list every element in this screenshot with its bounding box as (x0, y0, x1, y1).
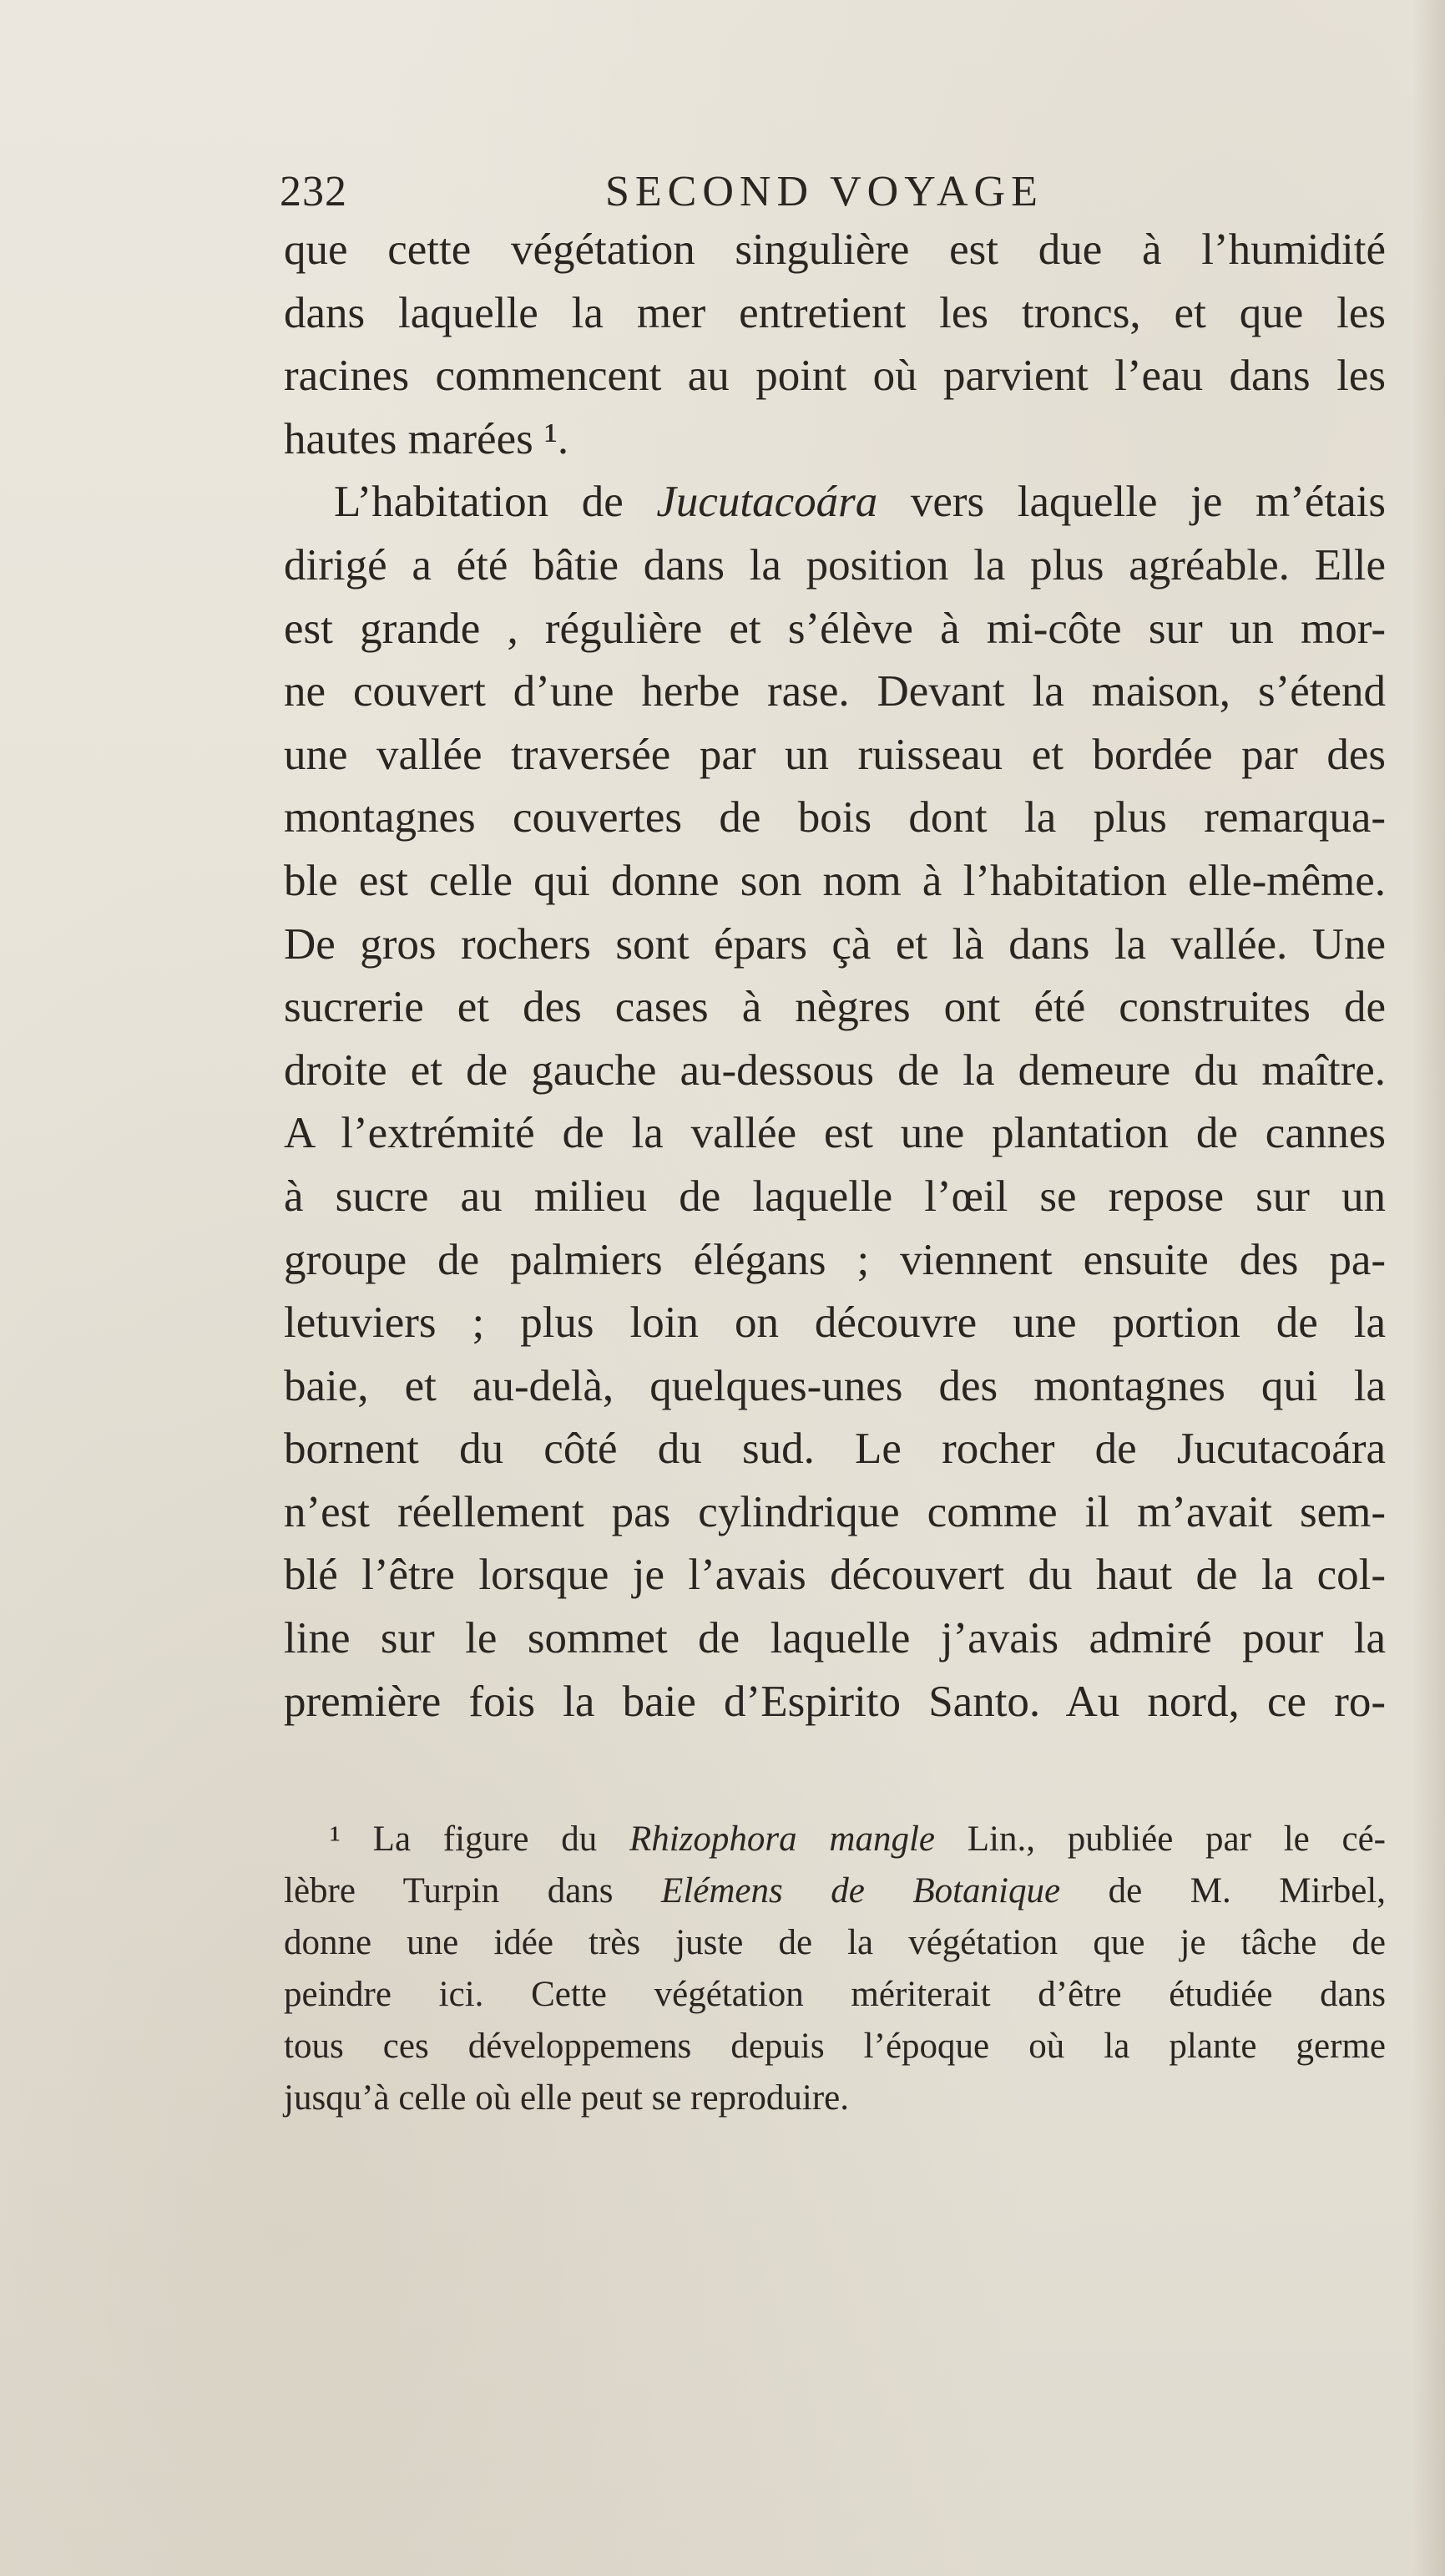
footnote-line (284, 1865, 1386, 1917)
text-line: blé l’être lorsque je l’avais découvert du haut de la col- (284, 1551, 1386, 1600)
text-line: bornent du côté du sud. Le rocher de Jucutacoára (284, 1425, 1386, 1474)
text-span: La figure du (372, 1819, 629, 1859)
species-name-italic: Rhizophora mangle (629, 1819, 935, 1859)
footnote-line: tous ces développemens depuis l’époque où la plante germe (284, 2027, 1386, 2066)
text-line: De gros rochers sont épars çà et là dans la vallée. Une (284, 919, 1386, 969)
text-line: dirigé a été bâtie dans la position la plus agréable. Elle (284, 540, 1386, 590)
text-line: une vallée traversée par un ruisseau et bordée par des (284, 730, 1386, 779)
text-span: lèbre Turpin dans (284, 1871, 662, 1910)
text-line: letuviers ; plus loin on découvre une portion de la (284, 1298, 1386, 1348)
place-name-italic: Jucutacoára (656, 478, 878, 527)
text-line: line sur le sommet de laquelle j’avais admiré pour la (284, 1614, 1386, 1663)
text-line: A l’extrémité de la vallée est une plantation de cannes (284, 1109, 1386, 1158)
page-header (280, 167, 1114, 225)
running-head: SECOND VOYAGE (605, 168, 1043, 215)
text-line: groupe de palmiers élégans ; viennent ensuite des pa- (284, 1235, 1386, 1284)
text-line: n’est réellement pas cylindrique comme il m’avait sem- (284, 1487, 1386, 1536)
text-line: première fois la baie d’Espirito Santo. Au nord, ce ro- (284, 1677, 1386, 1726)
text-line: droite et de gauche au-dessous de la demeure du maître. (284, 1045, 1386, 1095)
footnote-line (284, 1814, 1386, 1865)
text-span: vers laquelle je m’étais (877, 478, 1386, 527)
footnote (284, 1814, 1386, 2124)
book-title-italic: Elémens de Botanique (661, 1871, 1061, 1910)
text-span: de M. Mirbel, (1060, 1871, 1386, 1910)
text-line: montagnes couvertes de bois dont la plus remarqua- (284, 793, 1386, 843)
text-line: baie, et au-delà, quelques-unes des montagnes qui la (284, 1361, 1386, 1410)
page-number: 232 (280, 168, 347, 215)
text-span: Lin., publiée par le cé- (935, 1819, 1386, 1859)
text-line: racines commencent au point où parvient l’eau dans les (284, 352, 1386, 401)
text-line: ne couvert d’une herbe rase. Devant la maison, s’étend (284, 667, 1386, 716)
text-line: dans laquelle la mer entretient les troncs, et que les (284, 288, 1386, 337)
main-text (284, 219, 1386, 1733)
text-line: que cette végétation singulière est due à l’humidité (284, 225, 1386, 274)
footnote-marker: ¹ (330, 1819, 341, 1859)
text-span: L’habitation de (334, 478, 657, 527)
text-line-italic-name (284, 471, 1386, 534)
footnote-line: peindre ici. Cette végétation mériterait d’être étudiée dans (284, 1975, 1386, 2014)
footnote-line: donne une idée très juste de la végétation que je tâche de (284, 1923, 1386, 1962)
text-line: sucrerie et des cases à nègres ont été construites de (284, 983, 1386, 1032)
footnote-line: jusqu’à celle où elle peut se reproduire. (284, 2078, 849, 2118)
text-line: ble est celle qui donne son nom à l’habitation elle-même. (284, 856, 1386, 905)
text-line: est grande , régulière et s’élève à mi-côte sur un mor- (284, 604, 1386, 653)
text-line: à sucre au milieu de laquelle l’œil se repose sur un (284, 1172, 1386, 1221)
page-edge-shadow (1412, 0, 1445, 2576)
text-line: hautes marées ¹. (284, 414, 569, 463)
